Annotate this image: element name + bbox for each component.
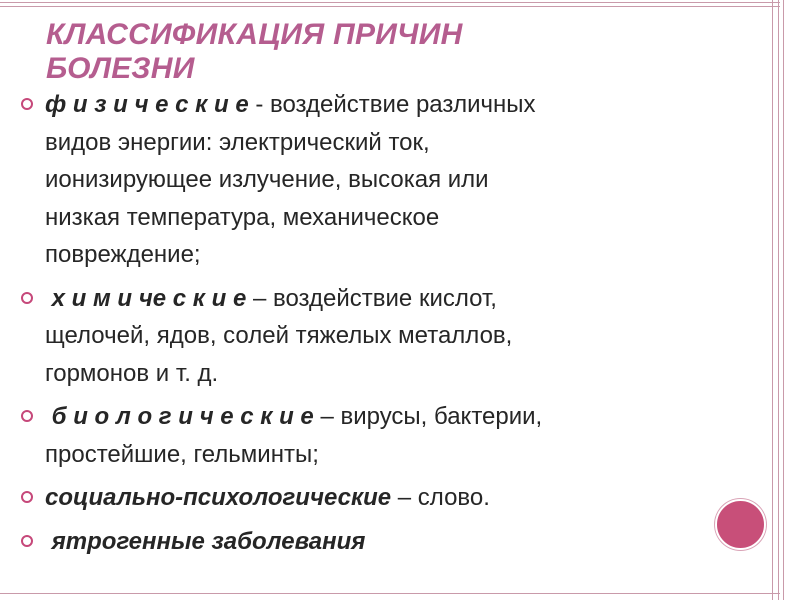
causes-list [20, 86, 740, 560]
list-item-biological [20, 398, 740, 473]
definition-socio-psychological: – слово. [391, 484, 490, 511]
slide-title [46, 18, 606, 86]
definition-physical: - воздействие различных [248, 91, 536, 118]
term-iatrogenic: ятрогенные заболевания [45, 527, 366, 555]
list-item-iatrogenic [20, 523, 740, 561]
definition-physical-line-4: низкая температура, механическое [45, 203, 440, 231]
frame-right-line-middle [778, 0, 779, 600]
frame-right-line-outer [783, 0, 784, 600]
definition-physical-line-3: ионизирующее излучение, высокая или [45, 166, 489, 193]
list-item-socio-psychological [20, 479, 740, 517]
definition-physical-line-2: видов энергии: электрический ток, [45, 128, 430, 156]
circle-bullet-icon [21, 535, 33, 547]
circle-bullet-icon [21, 98, 33, 110]
definition-physical-line-5: повреждение; [45, 241, 201, 268]
definition-chemical-line-2: щелочей, ядов, солей тяжелых металлов, [45, 322, 513, 349]
decorative-circle-icon [715, 499, 766, 550]
list-item-chemical [20, 280, 740, 393]
circle-bullet-icon [21, 292, 33, 304]
frame-top-line-inner [0, 6, 780, 7]
frame-right-line [772, 0, 773, 600]
definition-chemical-line-3: гормонов и т. д. [45, 359, 219, 387]
circle-bullet-icon [21, 410, 33, 422]
list-item-physical [20, 86, 740, 274]
circle-bullet-icon [21, 491, 33, 503]
term-socio-psychological: социально-психологические [45, 484, 392, 511]
frame-bottom-line [0, 593, 780, 594]
frame-top-line [0, 2, 780, 3]
slide-title-line-1: КЛАССИФИКАЦИЯ ПРИЧИН [46, 18, 463, 51]
slide-title-line-2: БОЛЕЗНИ [46, 52, 195, 85]
definition-biological: – вирусы, бактерии, [313, 403, 543, 430]
term-biological: б и о л о г и ч е с к и е [45, 403, 314, 430]
definition-biological-line-2: простейшие, гельминты; [45, 440, 319, 468]
term-chemical: х и м и че с к и е [45, 284, 247, 312]
definition-chemical: – воздействие кислот, [246, 284, 497, 312]
term-physical: ф и з и ч е с к и е [45, 91, 249, 118]
